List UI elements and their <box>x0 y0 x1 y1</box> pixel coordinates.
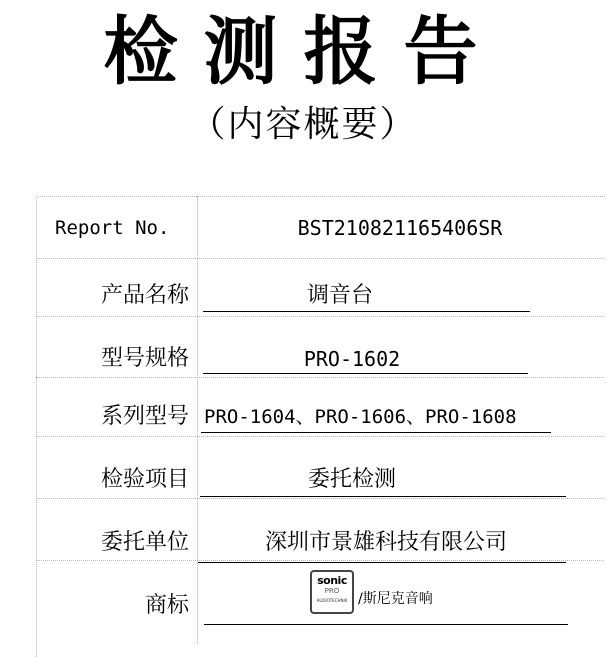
model-underline <box>203 373 528 374</box>
inspection-item-underline <box>200 496 566 497</box>
table-row-divider <box>36 377 604 378</box>
client-value: 深圳市景雄科技有限公司 <box>264 530 507 555</box>
product-name-label: 产品名称 <box>100 283 189 308</box>
report-no-value: BST210821165406SR <box>297 216 503 240</box>
table-column-divider <box>197 196 198 644</box>
table-row-divider <box>36 316 604 317</box>
inspection-item-value: 委托检测 <box>307 467 396 492</box>
client-label: 委托单位 <box>100 530 189 555</box>
inspection-item-label: 检验项目 <box>100 467 189 492</box>
report-subtitle: （内容概要） <box>189 104 418 145</box>
series-model-underline <box>201 432 551 433</box>
logo-text-pro: PRO <box>324 587 340 595</box>
trademark-underline <box>204 624 568 625</box>
logo-text-sonic: sonic <box>317 574 347 587</box>
model-value: PRO-1602 <box>303 347 401 371</box>
client-underline <box>198 562 566 563</box>
table-row-divider <box>36 258 604 259</box>
series-model-value: PRO-1604、PRO-1606、PRO-1608 <box>204 406 517 428</box>
trademark-value: /斯尼克音响 <box>358 591 433 607</box>
table-row-divider <box>36 498 604 499</box>
model-label: 型号规格 <box>100 346 189 371</box>
table-row-divider <box>36 436 604 437</box>
trademark-label: 商标 <box>144 593 189 618</box>
report-title: 检测报告 <box>103 9 504 95</box>
report-no-label: Report No. <box>55 217 170 239</box>
series-model-label: 系列型号 <box>100 404 189 429</box>
product-name-underline <box>203 311 530 312</box>
product-name-value: 调音台 <box>306 283 373 308</box>
logo-text-audiotechnik: AUDIOTECHNIK <box>316 598 348 603</box>
sonic-pro-logo <box>310 570 354 614</box>
table-row-divider <box>36 560 604 561</box>
